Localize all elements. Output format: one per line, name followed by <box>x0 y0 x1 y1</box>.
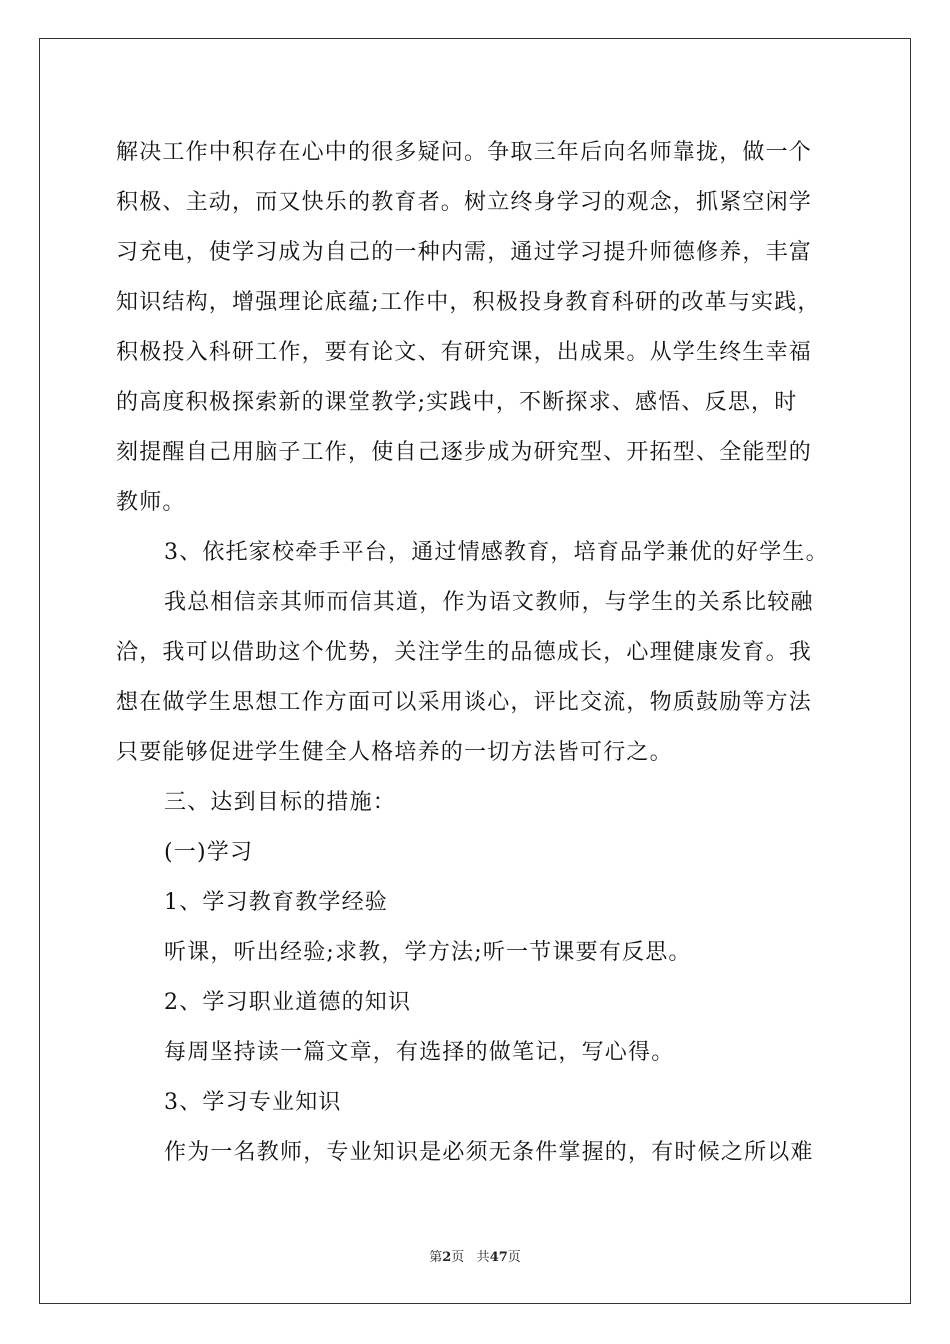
text-line: 习充电，使学习成为自己的一种内需，通过学习提升师德修养，丰富 <box>116 240 813 265</box>
text-line: 洽，我可以借助这个优势，关注学生的品德成长，心理健康发育。我 <box>116 640 813 665</box>
text-line: 想在做学生思想工作方面可以采用谈心，评比交流，物质鼓励等方法 <box>116 690 813 715</box>
footer-current-page: 2 <box>442 1250 452 1265</box>
text-line: (一)学习 <box>164 840 254 865</box>
text-line: 3、学习专业知识 <box>164 1090 342 1115</box>
footer-total-prefix: 共 <box>476 1250 490 1265</box>
footer-page-word: 页 <box>451 1250 465 1265</box>
text-line: 1、学习教育教学经验 <box>164 890 388 915</box>
text-line: 我总相信亲其师而信其道，作为语文教师，与学生的关系比较融 <box>164 590 814 615</box>
text-line: 知识结构，增强理论底蕴;工作中，积极投身教育科研的改革与实践， <box>116 290 821 315</box>
document-body <box>116 128 836 1178</box>
text-line: 教师。 <box>116 490 186 515</box>
footer-prefix: 第 <box>429 1250 443 1265</box>
text-line: 作为一名教师，专业知识是必须无条件掌握的，有时候之所以难 <box>164 1140 814 1165</box>
page-footer <box>0 1246 950 1265</box>
footer-total-suffix: 页 <box>507 1250 521 1265</box>
footer-total-pages: 47 <box>489 1250 508 1265</box>
text-line: 只要能够促进学生健全人格培养的一切方法皆可行之。 <box>116 740 673 765</box>
text-line: 听课，听出经验;求教，学方法;听一节课要有反思。 <box>164 940 692 965</box>
text-line: 积极投入科研工作，要有论文、有研究课，出成果。从学生终生幸福 <box>116 340 813 365</box>
text-line: 刻提醒自己用脑子工作，使自己逐步成为研究型、开拓型、全能型的 <box>116 440 813 465</box>
text-line: 3、依托家校牵手平台，通过情感教育，培育品学兼优的好学生。 <box>164 540 829 565</box>
text-line: 2、学习职业道德的知识 <box>164 990 412 1015</box>
text-line: 解决工作中积存在心中的很多疑问。争取三年后向名师靠拢，做一个 <box>116 140 813 165</box>
text-line: 的高度积极探索新的课堂教学;实践中，不断探求、感悟、反思，时 <box>116 390 798 415</box>
text-line: 每周坚持读一篇文章，有选择的做笔记，写心得。 <box>164 1040 675 1065</box>
text-line: 三、达到目标的措施： <box>164 790 397 815</box>
text-line: 积极、主动，而又快乐的教育者。树立终身学习的观念，抓紧空闲学 <box>116 190 813 215</box>
